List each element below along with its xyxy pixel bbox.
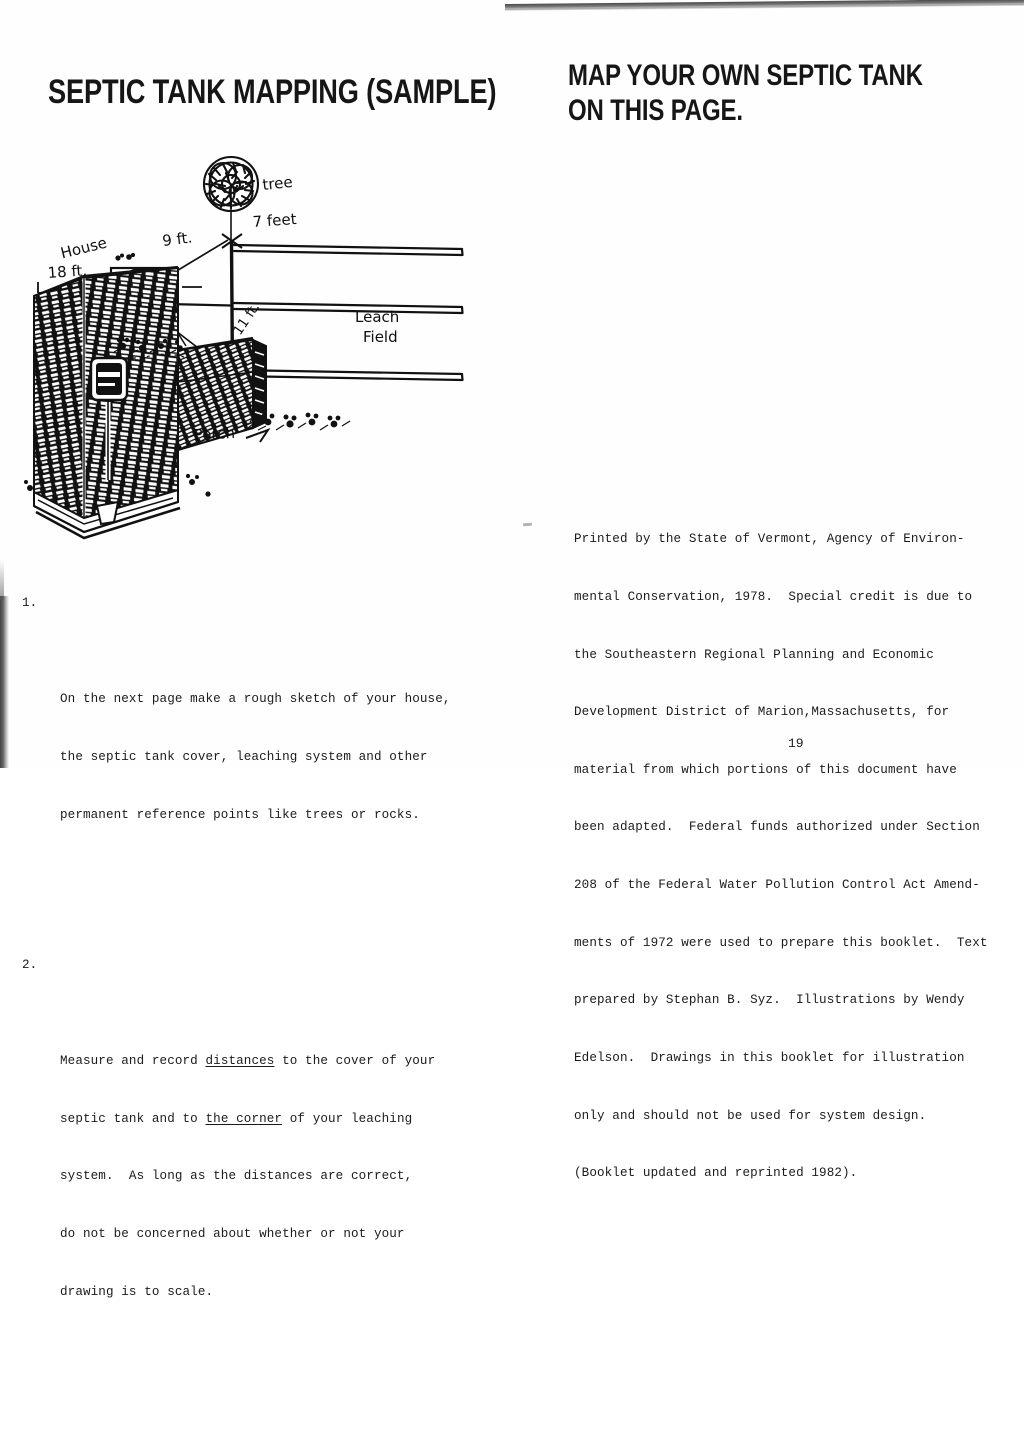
credits-line: been adapted. Federal funds authorized under Section <box>574 820 980 835</box>
instruction-1-line-3: permanent reference points like trees or rocks. <box>60 807 420 822</box>
credits-line: material from which portions of this document have <box>574 762 957 777</box>
label-porch: Porch <box>193 423 236 444</box>
credits-line: mental Conservation, 1978. Special credit is due to <box>574 590 973 605</box>
label-11-ft: 11 ft. <box>230 299 264 339</box>
credits-line: prepared by Stephan B. Syz. Illustrations by Wendy <box>574 993 965 1008</box>
credits-line: (Booklet updated and reprinted 1982). <box>574 1166 858 1181</box>
label-7-feet: 7 feet <box>252 209 298 231</box>
emphasis-distances: distances <box>205 1054 275 1069</box>
page-title-line-2: ON THIS PAGE. <box>568 94 743 128</box>
page-title-map-your-own <box>568 58 923 128</box>
instruction-2-line-5: drawing is to scale. <box>60 1284 214 1299</box>
bush-cluster-above-cover <box>115 253 135 261</box>
credits-line: only and should not be used for system design. <box>574 1108 927 1123</box>
septic-tank-mapping-illustration <box>18 150 488 540</box>
label-18-ft: 18 ft. <box>47 261 88 282</box>
tree-drawing <box>204 157 258 242</box>
scan-shadow-left-edge-soft <box>0 560 4 600</box>
label-house: House <box>58 233 109 263</box>
instruction-number-1: 1. <box>22 596 38 611</box>
credits-line: 208 of the Federal Water Pollution Control Act Amend- <box>574 878 980 893</box>
label-leach-field-line2: Field <box>363 328 398 346</box>
instruction-2-line-3: system. As long as the distances are correct, <box>60 1169 413 1184</box>
page-number: 19 <box>788 736 804 751</box>
instruction-item-2 <box>22 956 492 1378</box>
instruction-2-line-2: septic tank and to the corner of your leaching <box>60 1111 413 1126</box>
label-9-ft: 9 ft. <box>161 228 194 250</box>
instruction-number-2: 2. <box>22 958 38 973</box>
scan-shadow-left-edge <box>0 596 9 768</box>
scan-speck-artifact <box>523 523 532 527</box>
label-tree: tree <box>261 172 294 194</box>
label-leach-field-line1: Leach <box>355 308 400 326</box>
instruction-2-line-1: Measure and record distances to the cover of your <box>60 1054 436 1069</box>
instructions-list <box>22 556 492 1433</box>
emphasis-the-corner: the corner <box>205 1111 283 1126</box>
instruction-item-1 <box>22 594 492 901</box>
credits-block <box>574 492 1014 1222</box>
porch-arrow-icon <box>246 430 268 442</box>
credits-line: Edelson. Drawings in this booklet for illustration <box>574 1050 965 1065</box>
credits-line: Development District of Marion,Massachusetts, for <box>574 705 950 720</box>
credits-line: Printed by the State of Vermont, Agency of Environ- <box>574 532 965 547</box>
instruction-1-line-1: On the next page make a rough sketch of your house, <box>60 692 451 707</box>
credits-line: ments of 1972 were used to prepare this booklet. Text <box>574 935 988 950</box>
instruction-2-line-4: do not be concerned about whether or not your <box>60 1226 405 1241</box>
page-title-line-1: MAP YOUR OWN SEPTIC TANK <box>568 59 923 93</box>
instruction-1-line-2: the septic tank cover, leaching system and other <box>60 750 428 765</box>
page-title-septic-tank-mapping: SEPTIC TANK MAPPING (SAMPLE) <box>48 72 497 111</box>
credits-line: the Southeastern Regional Planning and Economic <box>574 647 934 662</box>
